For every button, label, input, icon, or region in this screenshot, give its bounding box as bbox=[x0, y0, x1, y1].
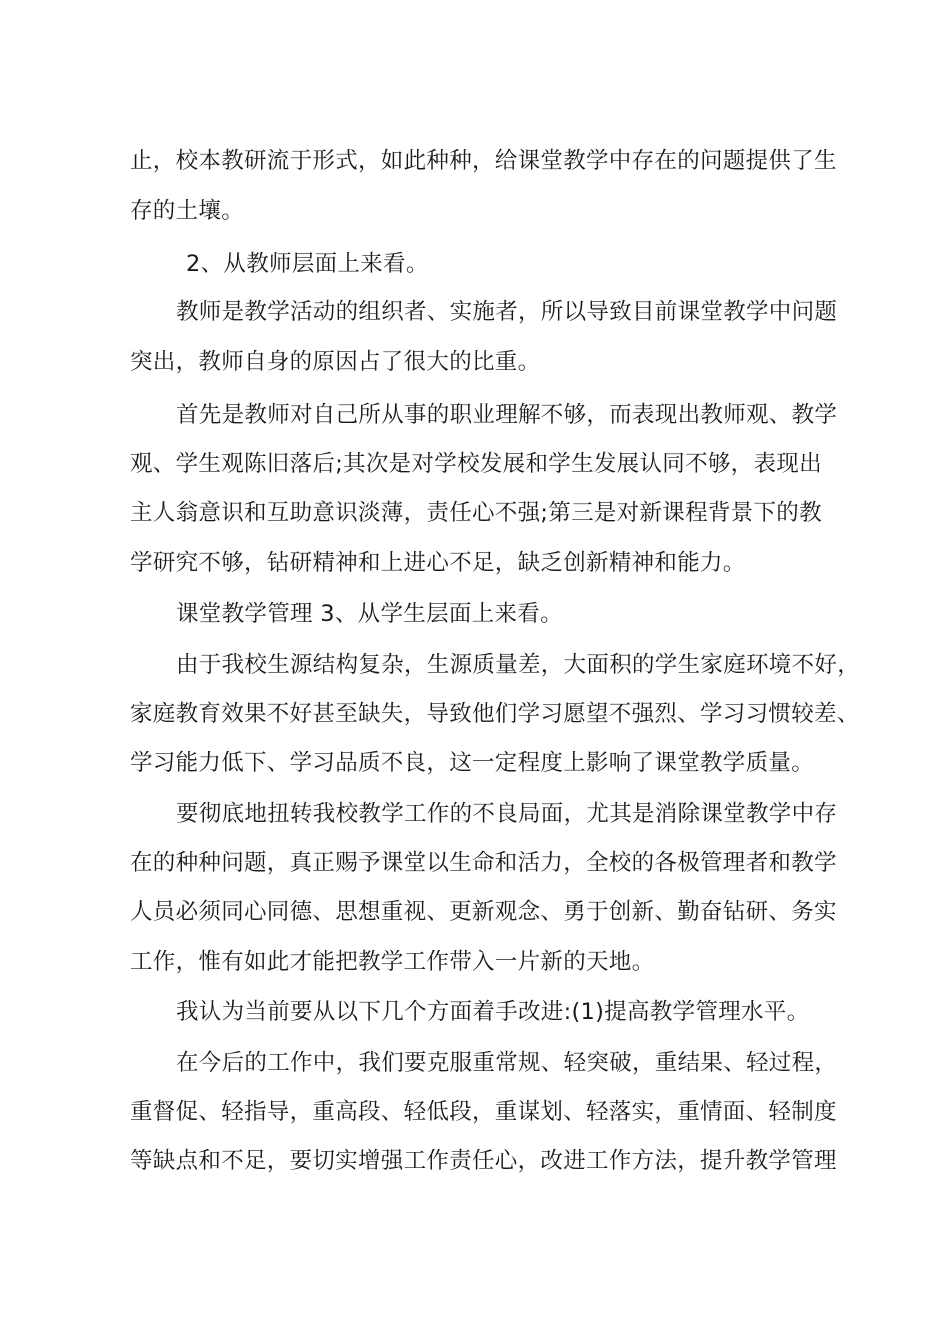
text-line: 教师是教学活动的组织者、实施者，所以导致目前课堂教学中问题 bbox=[176, 299, 838, 325]
text-line: 我认为当前要从以下几个方面着手改进:(1)提高教学管理水平。 bbox=[176, 999, 810, 1025]
text-line: 在今后的工作中，我们要克服重常规、轻突破，重结果、轻过程， bbox=[176, 1050, 838, 1076]
text-line: 等缺点和不足，要切实增强工作责任心，改进工作方法，提升教学管理 bbox=[130, 1148, 837, 1174]
text-line: 家庭教育效果不好甚至缺失，导致他们学习愿望不强烈、学习习惯较差、 bbox=[130, 701, 860, 727]
text-line: 由于我校生源结构复杂，生源质量差，大面积的学生家庭环境不好， bbox=[176, 652, 861, 678]
section-heading: 2、从教师层面上来看。 bbox=[186, 251, 429, 277]
text-line: 观、学生观陈旧落后;其次是对学校发展和学生发展认同不够，表现出 bbox=[130, 451, 822, 477]
text-line: 止，校本教研流于形式，如此种种，给课堂教学中存在的问题提供了生 bbox=[130, 148, 837, 174]
text-line: 工作，惟有如此才能把教学工作带入一片新的天地。 bbox=[130, 949, 655, 975]
text-line: 要彻底地扭转我校教学工作的不良局面，尤其是消除课堂教学中存 bbox=[176, 801, 838, 827]
text-line: 在的种种问题，真正赐予课堂以生命和活力，全校的各极管理者和教学 bbox=[130, 850, 837, 876]
text-line: 重督促、轻指导，重高段、轻低段，重谋划、轻落实，重情面、轻制度 bbox=[130, 1099, 837, 1125]
text-line: 主人翁意识和互助意识淡薄，责任心不强;第三是对新课程背景下的教 bbox=[130, 500, 822, 526]
text-line: 学习能力低下、学习品质不良，这一定程度上影响了课堂教学质量。 bbox=[130, 750, 815, 776]
text-line: 首先是教师对自己所从事的职业理解不够，而表现出教师观、教学 bbox=[176, 402, 838, 428]
section-heading: 课堂教学管理 3、从学生层面上来看。 bbox=[176, 601, 563, 627]
text-line: 人员必须同心同德、思想重视、更新观念、勇于创新、勤奋钻研、务实 bbox=[130, 899, 837, 925]
text-line: 学研究不够，钻研精神和上进心不足，缺乏创新精神和能力。 bbox=[130, 550, 746, 576]
text-line: 存的土壤。 bbox=[130, 198, 245, 224]
text-line: 突出，教师自身的原因占了很大的比重。 bbox=[130, 349, 541, 375]
